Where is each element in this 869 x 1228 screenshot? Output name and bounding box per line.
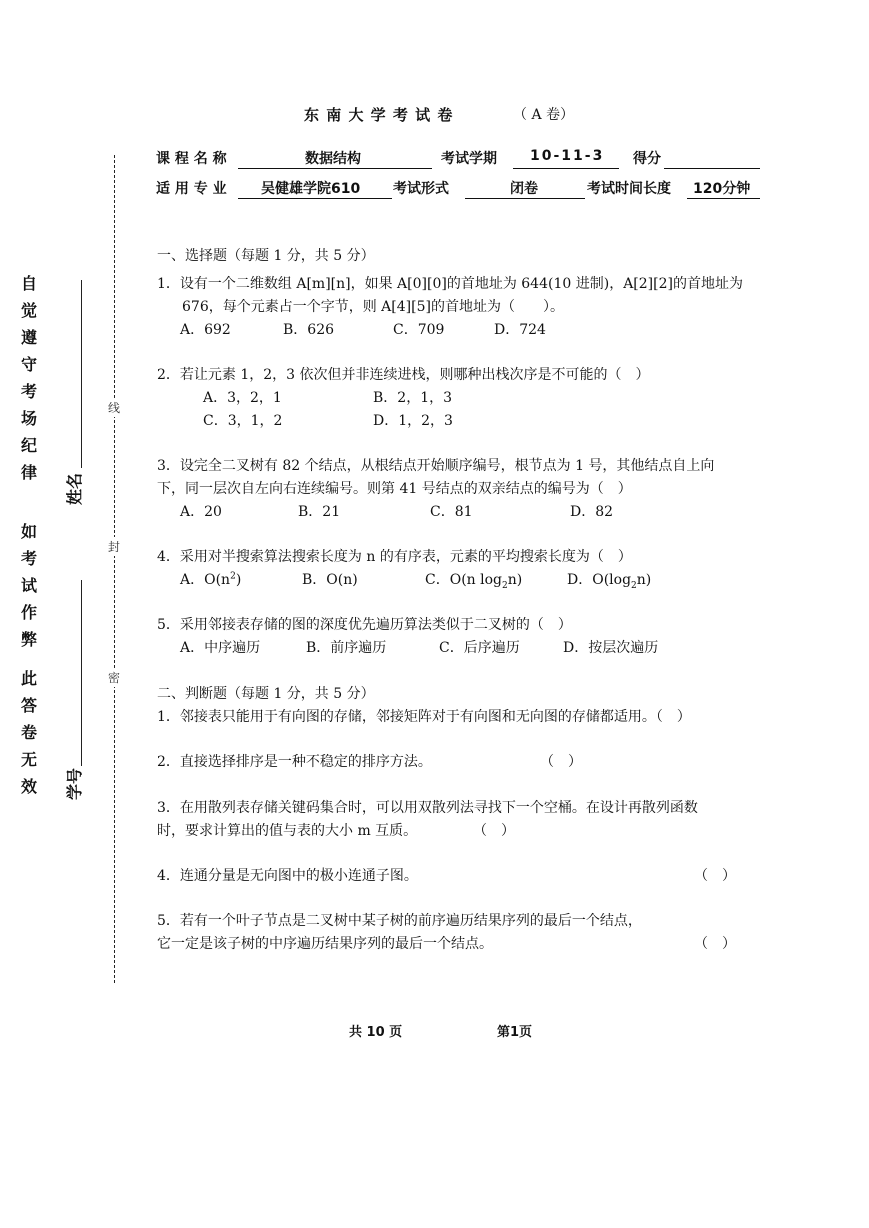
tf-q3-answer: （ ） [473, 823, 515, 839]
q4-line1: 4．采用对半搜索算法搜索长度为 n 的有序表，元素的平均搜索长度为（ ） [157, 549, 632, 565]
seal-mark: 封 [108, 537, 120, 556]
q2-option-b: B．2，1，3 [373, 390, 453, 406]
tf-q2: 2．直接选择排序是一种不稳定的排序方法。 [157, 754, 432, 770]
id-label: 学号 [65, 767, 84, 800]
invalid-char: 答 [20, 696, 37, 715]
secret-mark: 密 [108, 668, 120, 687]
name-line [81, 280, 82, 468]
form-underline [465, 198, 585, 199]
score-underline [664, 168, 760, 169]
q1-option-c: C．709 [393, 322, 445, 338]
q3-option-b: B．21 [298, 504, 341, 520]
tf-q4-answer: （ ） [694, 868, 736, 884]
id-line [81, 580, 82, 766]
tf-q2-answer: （ ） [540, 754, 582, 770]
major-value: 吴健雄学院610 [261, 181, 361, 197]
invalid-text [19, 665, 39, 800]
page-total: 共 10 页 [349, 1025, 403, 1040]
q5-option-d: D．按层次遍历 [563, 640, 659, 656]
q3-option-a: A．20 [180, 504, 222, 520]
invalid-char: 效 [20, 777, 37, 796]
section1-title: 一、选择题（每题 1 分，共 5 分） [157, 248, 375, 264]
q2-option-d: D．1，2，3 [373, 413, 453, 429]
discipline-char: 遵 [20, 328, 37, 347]
form-value: 闭卷 [510, 181, 538, 197]
major-underline [238, 198, 392, 199]
discipline-char: 考 [20, 382, 37, 401]
duration-underline [687, 198, 760, 199]
q1-option-a: A．692 [180, 322, 231, 338]
paper-version: （ A 卷） [513, 107, 575, 123]
name-label: 姓名 [65, 472, 84, 505]
invalid-char: 卷 [20, 723, 37, 742]
q5-option-c: C．后序遍历 [439, 640, 520, 656]
course-underline [238, 168, 432, 169]
q1-line1: 1．设有一个二维数组 A[m][n]，如果 A[0][0]的首地址为 644(10 进制)，A[2][2]的首地址为 [157, 276, 743, 292]
section2-title: 二、判断题（每题 1 分，共 5 分） [157, 686, 375, 702]
invalid-char: 此 [20, 669, 37, 688]
binding-dashed-line [114, 155, 115, 983]
q4-option-c: C．O(n $\log_2n$) [425, 572, 523, 591]
discipline-char: 守 [20, 355, 37, 374]
q5-option-a: A．中序遍历 [180, 640, 261, 656]
term-label: 考试学期 [441, 151, 497, 167]
q3-option-d: D．82 [570, 504, 614, 520]
q2-option-a: A．3，2，1 [203, 390, 282, 406]
tf-q5-line2: 它一定是该子树的中序遍历结果序列的最后一个结点。 [157, 936, 493, 952]
duration-value: 120分钟 [693, 181, 751, 197]
discipline-char: 自 [20, 274, 37, 293]
q5-option-b: B．前序遍历 [306, 640, 387, 656]
q3-option-c: C．81 [430, 504, 473, 520]
cheat-text [19, 518, 39, 653]
tf-q3-line1: 3．在用散列表存储关键码集合时，可以用双散列法寻找下一个空桶。在设计再散列函数 [157, 800, 698, 816]
discipline-char: 律 [20, 463, 37, 482]
page-number: 第1页 [497, 1025, 533, 1040]
cheat-char: 如 [20, 522, 37, 541]
line-mark: 线 [108, 398, 120, 417]
q1-option-b: B．626 [283, 322, 335, 338]
q2-option-c: C．3，1，2 [203, 413, 283, 429]
duration-label: 考试时间长度 [587, 181, 671, 197]
discipline-char: 场 [20, 409, 37, 428]
tf-q5-line1: 5．若有一个叶子节点是二叉树中某子树的前序遍历结果序列的最后一个结点， [157, 913, 642, 929]
q5-line1: 5．采用邻接表存储的图的深度优先遍历算法类似于二叉树的（ ） [157, 617, 572, 633]
exam-title: 东 南 大 学 考 试 卷 [304, 106, 454, 124]
invalid-char: 无 [20, 750, 37, 769]
course-value: 数据结构 [305, 151, 361, 167]
tf-q3-line2: 时，要求计算出的值与表的大小 m 互质。 [157, 823, 418, 839]
score-label: 得分 [633, 151, 661, 167]
cheat-char: 弊 [20, 630, 37, 649]
q1-line2: 676，每个元素占一个字节，则 A[4][5]的首地址为（ ）。 [182, 299, 564, 315]
cheat-char: 作 [20, 603, 37, 622]
q4-option-d: D．$O(\log_2n)$ [567, 572, 652, 591]
term-underline [513, 168, 619, 169]
term-value: 10-11-3 [530, 148, 605, 164]
discipline-text [19, 270, 39, 486]
tf-q5-answer: （ ） [694, 936, 736, 952]
tf-q4: 4．连通分量是无向图中的极小连通子图。 [157, 868, 418, 884]
form-label: 考试形式 [393, 181, 449, 197]
q3-line1: 3．设完全二叉树有 82 个结点，从根结点开始顺序编号，根节点为 1 号，其他结点自上向 [157, 458, 715, 474]
q2-line1: 2．若让元素 1，2，3 依次但并非连续进栈，则哪种出栈次序是不可能的（ ） [157, 367, 650, 383]
cheat-char: 试 [20, 576, 37, 595]
discipline-char: 纪 [20, 436, 37, 455]
q4-option-a: A．$O(n^2)$ [180, 571, 242, 588]
cheat-char: 考 [20, 549, 37, 568]
tf-q1: 1．邻接表只能用于有向图的存储，邻接矩阵对于有向图和无向图的存储都适用。（ ） [157, 709, 691, 725]
discipline-char: 觉 [20, 301, 37, 320]
q4-option-b: B．O(n) [302, 572, 358, 588]
q3-line2: 下，同一层次自左向右连续编号。则第 41 号结点的双亲结点的编号为（ ） [157, 481, 632, 497]
course-label: 课 程 名 称 [156, 151, 227, 167]
q1-option-d: D．724 [494, 322, 546, 338]
major-label: 适 用 专 业 [156, 181, 227, 197]
